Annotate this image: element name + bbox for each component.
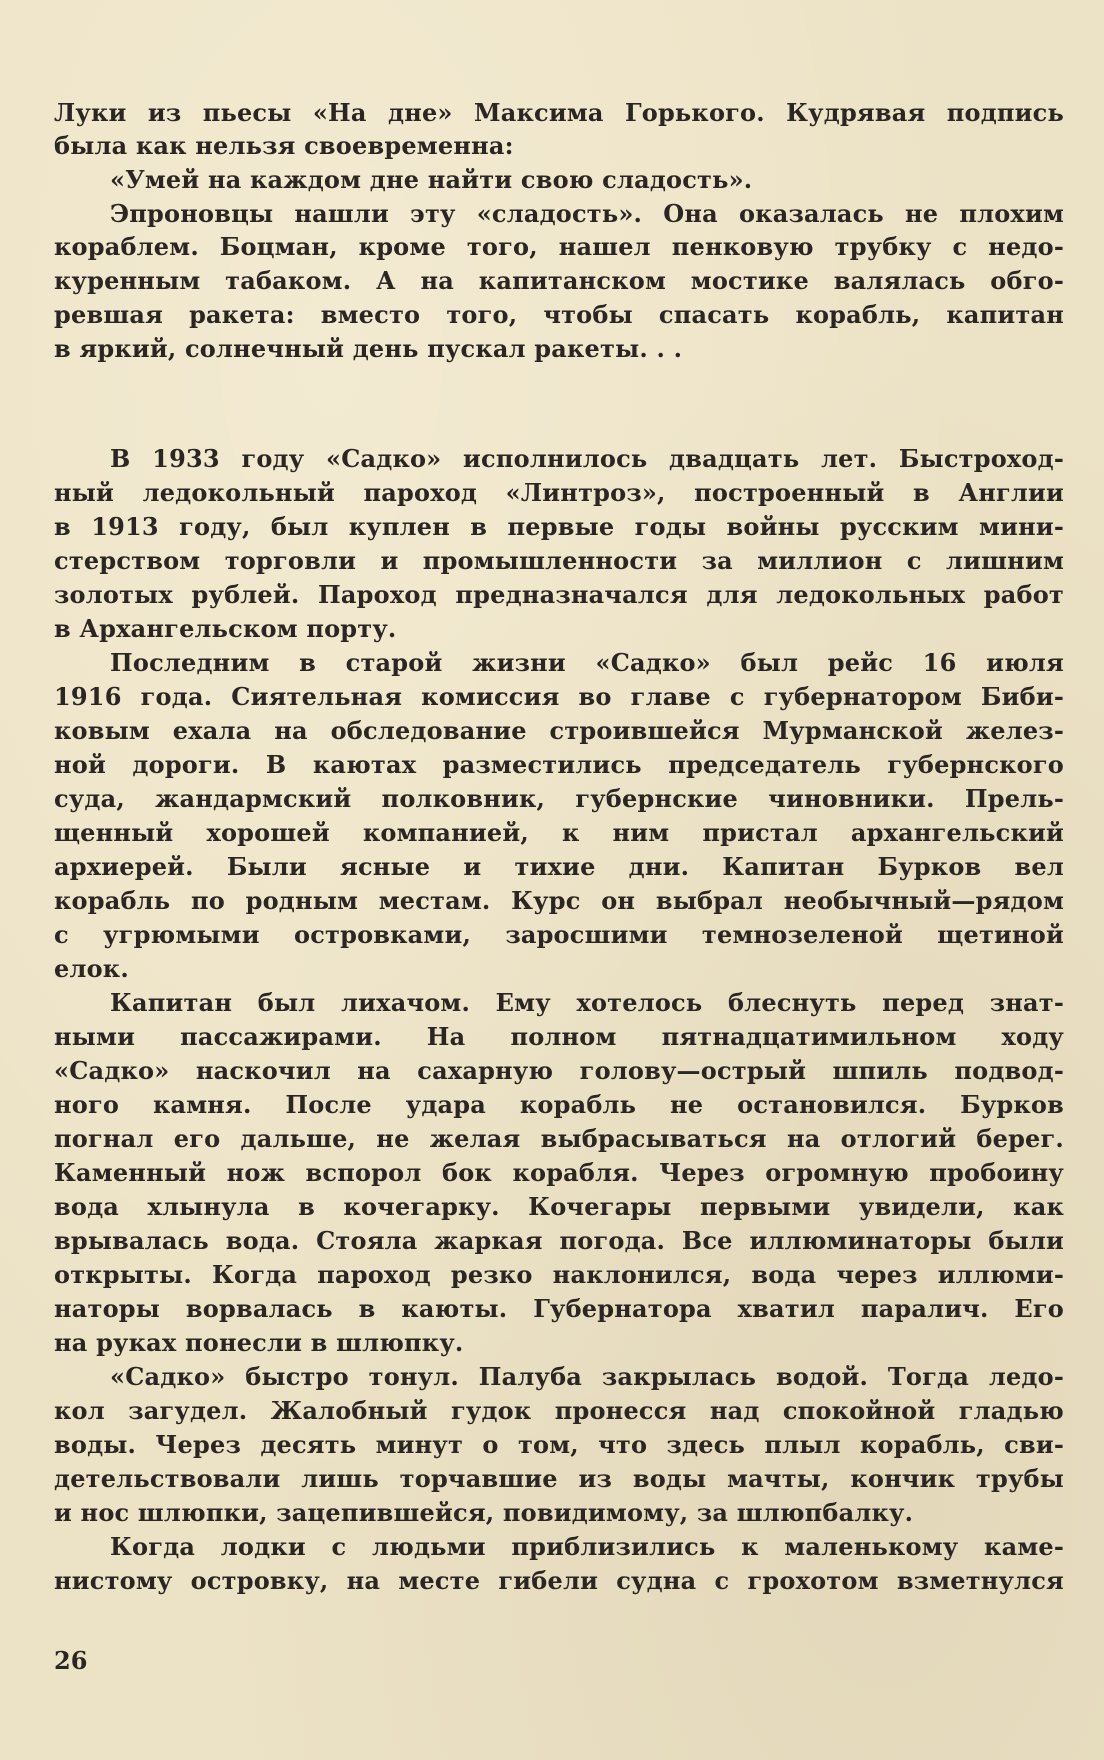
text-line: щенный хорошей компанией, к ним пристал архангельский xyxy=(54,818,1064,847)
text-line: с угрюмыми островками, заросшими темнозеленой щетиной xyxy=(54,920,1064,949)
text-line: ревшая ракета: вместо того, чтобы спасать корабль, капитан xyxy=(54,300,1064,329)
text-line: кол загудел. Жалобный гудок пронесся над спокойной гладью xyxy=(54,1396,1064,1425)
text-line: ного камня. После удара корабль не остановился. Бурков xyxy=(54,1090,1064,1119)
text-line: Эпроновцы нашли эту «сладость». Она оказалась не плохим xyxy=(110,199,1064,228)
text-line: «Садко» наскочил на сахарную голову—острый шпиль подвод- xyxy=(54,1056,1064,1085)
text-line: ной дороги. В каютах разместились председатель губернского xyxy=(54,750,1064,779)
text-line: была как нельзя своевременна: xyxy=(54,131,514,160)
text-line: суда, жандармский полковник, губернские чиновники. Прель- xyxy=(54,784,1064,813)
text-line: «Умей на каждом дне найти свою сладость». xyxy=(110,165,753,194)
text-line: детельствовали лишь торчавшие из воды мачты, кончик трубы xyxy=(54,1464,1064,1493)
text-line: погнал его дальше, не желая выбрасываться на отлогий берег. xyxy=(54,1124,1064,1153)
text-line: В 1933 году «Садко» исполнилось двадцать лет. Быстроход- xyxy=(110,444,1064,473)
text-line: Последним в старой жизни «Садко» был рейс 16 июля xyxy=(110,648,1064,677)
text-line: ный ледокольный пароход «Линтроз», построенный в Англии xyxy=(54,478,1064,507)
text-line: на руках понесли в шлюпку. xyxy=(54,1328,464,1357)
text-line: в 1913 году, был куплен в первые годы войны русским мини- xyxy=(54,512,1064,541)
text-line: в Архангельском порту. xyxy=(54,614,397,643)
text-line: 1916 года. Сиятельная комиссия во главе с губернатором Биби- xyxy=(54,682,1064,711)
text-line: наторы ворвалась в каюты. Губернатора хватил паралич. Его xyxy=(54,1294,1064,1323)
text-line: и нос шлюпки, зацепившейся, повидимому, за шлюпбалку. xyxy=(54,1498,914,1527)
text-line: воды. Через десять минут о том, что здесь плыл корабль, сви- xyxy=(54,1430,1064,1459)
text-line: открыты. Когда пароход резко наклонился, вода через иллюми- xyxy=(54,1260,1064,1289)
text-line: вода хлынула в кочегарку. Кочегары первыми увидели, как xyxy=(54,1192,1064,1221)
text-line: корабль по родным местам. Курс он выбрал необычный—рядом xyxy=(54,886,1064,915)
text-line: «Садко» быстро тонул. Палуба закрылась водой. Тогда ледо- xyxy=(110,1362,1064,1391)
text-line: стерством торговли и промышленности за миллион с лишним xyxy=(54,546,1064,575)
text-line: кораблем. Боцман, кроме того, нашел пенковую трубку с недо- xyxy=(54,232,1064,261)
text-line: золотых рублей. Пароход предназначался для ледокольных работ xyxy=(54,580,1064,609)
text-line: Капитан был лихачом. Ему хотелось блеснуть перед знат- xyxy=(110,988,1064,1017)
text-line: ковым ехала на обследование строившейся Мурманской желез- xyxy=(54,716,1064,745)
text-line: врывалась вода. Стояла жаркая погода. Все иллюминаторы были xyxy=(54,1226,1064,1255)
text-line: елок. xyxy=(54,954,129,983)
text-line: нистому островку, на месте гибели судна с грохотом взметнулся xyxy=(54,1566,1064,1595)
text-line: архиерей. Были ясные и тихие дни. Капитан Бурков вел xyxy=(54,852,1064,881)
text-line: в яркий, солнечный день пускал ракеты. . . xyxy=(54,334,683,363)
text-line: Луки из пьесы «На дне» Максима Горького. Кудрявая подпись xyxy=(54,98,1064,127)
text-line: ными пассажирами. На полном пятнадцатимильном ходу xyxy=(54,1022,1064,1051)
text-line: Каменный нож вспорол бок корабля. Через огромную пробоину xyxy=(54,1158,1064,1187)
text-line: Когда лодки с людьми приблизились к маленькому каме- xyxy=(110,1532,1064,1561)
text-line: куренным табаком. А на капитанском мостике валялась обго- xyxy=(54,266,1064,295)
page-number: 26 xyxy=(54,1646,88,1675)
